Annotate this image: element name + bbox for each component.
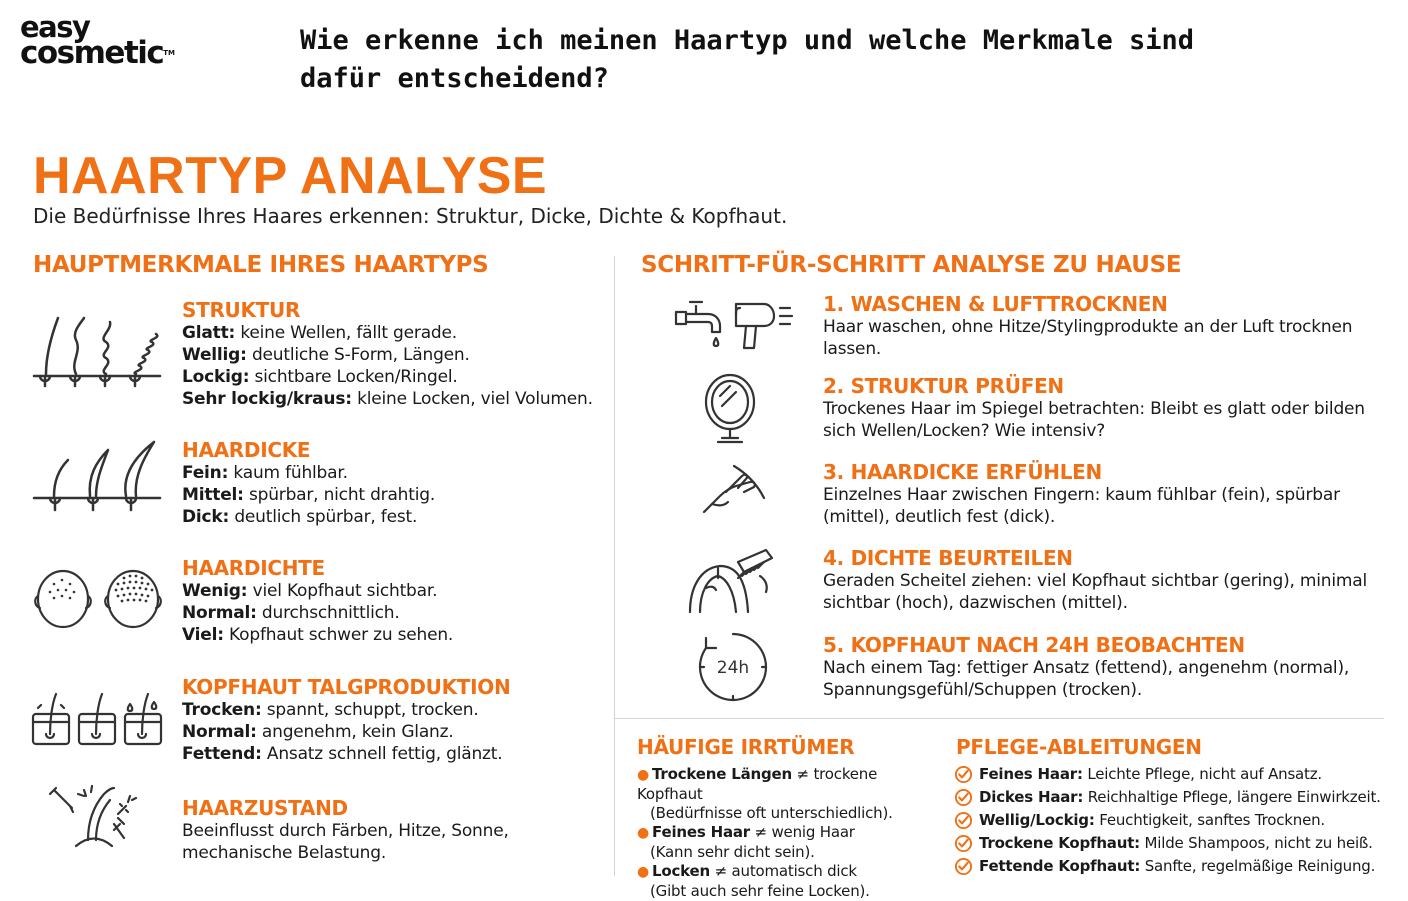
care-list	[954, 763, 1394, 878]
care-bold: Wellig/Lockig:	[979, 811, 1095, 829]
care-item	[954, 832, 1394, 855]
feature-haarzustand	[182, 796, 612, 864]
feature-line	[182, 344, 612, 366]
check-circle-icon	[954, 834, 973, 853]
feature-line-label: Lockig:	[182, 367, 250, 387]
step-title: 2. STRUKTUR PRÜFEN	[823, 374, 1064, 398]
feature-line-label: Wellig:	[182, 345, 247, 365]
logo-line-2	[20, 35, 180, 71]
check-circle-icon	[954, 857, 973, 876]
care-bold: Feines Haar:	[979, 765, 1083, 783]
page-title: HAARTYP ANALYSE	[33, 147, 548, 205]
feature-line-text: Ansatz schnell fettig, glänzt.	[261, 744, 503, 764]
step-2	[823, 374, 1383, 442]
feature-line	[182, 506, 612, 528]
care-item	[954, 763, 1394, 786]
step-1	[823, 292, 1383, 360]
feature-line	[182, 366, 612, 388]
myth-rest: ≠ automatisch dick	[710, 862, 857, 880]
step-text: Einzelnes Haar zwischen Fingern: kaum fühlbar (fein), spürbar (mittel), deutlich fest (dick).	[823, 485, 1340, 527]
feature-line	[182, 624, 612, 646]
care-rest: Milde Shampoos, nicht zu heiß.	[1139, 834, 1373, 852]
care-bold: Trockene Kopfhaut:	[979, 834, 1140, 852]
feature-line-label: Wenig:	[182, 581, 248, 601]
care-rest: Feuchtigkeit, sanftes Trocknen.	[1094, 811, 1325, 829]
myths-heading: HÄUFIGE IRRTÜMER	[637, 735, 855, 759]
care-text	[979, 786, 1381, 809]
feature-line-label: Normal:	[182, 603, 257, 623]
logo-trademark: TM	[163, 49, 176, 57]
myth-bold: Feines Haar	[652, 823, 750, 841]
feature-title: STRUKTUR	[182, 298, 301, 322]
tap-dryer-icon	[672, 294, 794, 356]
feature-title: HAARDICKE	[182, 438, 311, 462]
scalp-sebum-icon	[30, 692, 164, 752]
myth-bold: Trockene Längen	[652, 765, 792, 783]
step-4	[823, 546, 1383, 614]
logo-word: cosmetic	[20, 35, 164, 71]
myths-list	[637, 765, 947, 901]
feature-line-label: Fettend:	[182, 744, 262, 764]
care-item	[954, 855, 1394, 878]
care-text	[979, 832, 1373, 855]
hair-thickness-icon	[32, 440, 162, 520]
step-text: Trockenes Haar im Spiegel betrachten: Bleibt es glatt oder bilden sich Wellen/Locken? Wie intensiv?	[823, 399, 1365, 441]
feature-line-label: Viel:	[182, 625, 224, 645]
feature-line	[182, 602, 612, 624]
feature-line	[182, 699, 612, 721]
myth-rest: ≠ wenig Haar	[749, 823, 855, 841]
step-title: 1. WASCHEN & LUFTTROCKNEN	[823, 292, 1168, 316]
feature-line-text: sichtbare Locken/Ringel.	[249, 367, 458, 387]
myth-note: (Kann sehr dicht sein).	[650, 843, 815, 861]
logo-line-1: easy	[20, 10, 90, 44]
feature-line	[182, 484, 612, 506]
feature-line	[182, 322, 612, 344]
feature-line-label: Normal:	[182, 722, 257, 742]
bullet-dot-icon: ●	[637, 825, 650, 841]
feature-line-label: Sehr lockig/kraus:	[182, 389, 352, 409]
care-rest: Leichte Pflege, nicht auf Ansatz.	[1082, 765, 1322, 783]
step-text: Geraden Scheitel ziehen: viel Kopfhaut sichtbar (gering), minimal sichtbar (hoch), dazwischen (mittel).	[823, 571, 1367, 613]
step-3	[823, 460, 1383, 528]
feature-line-label: Trocken:	[182, 700, 262, 720]
myth-item	[637, 823, 947, 843]
care-bold: Fettende Kopfhaut:	[979, 857, 1141, 875]
feature-line	[182, 743, 612, 765]
bullet-dot-icon: ●	[637, 864, 650, 880]
feature-line-text: kleine Locken, viel Volumen.	[351, 389, 593, 409]
page-subtitle: Die Bedürfnisse Ihres Haares erkennen: Struktur, Dicke, Dichte & Kopfhaut.	[33, 204, 788, 228]
feature-kopfhaut	[182, 675, 612, 765]
feature-text: Beeinflusst durch Färben, Hitze, Sonne, mechanische Belastung.	[182, 821, 509, 863]
step-text: Haar waschen, ohne Hitze/Stylingprodukte an der Luft trocknen lassen.	[823, 317, 1353, 359]
feature-line-label: Fein:	[182, 463, 229, 483]
feature-line-text: keine Wellen, fällt gerade.	[235, 323, 457, 343]
care-text	[979, 809, 1325, 832]
bullet-dot-icon: ●	[637, 767, 650, 783]
column-divider	[614, 256, 615, 876]
right-section-heading: SCHRITT-FÜR-SCHRITT ANALYSE ZU HAUSE	[641, 252, 1182, 278]
left-section-heading: HAUPTMERKMALE IHRES HAARTYPS	[33, 252, 489, 278]
step-title: 4. DICHTE BEURTEILEN	[823, 546, 1073, 570]
feature-line-label: Mittel:	[182, 485, 244, 505]
hair-condition-icon	[48, 784, 144, 850]
feature-title: HAARDICHTE	[182, 556, 325, 580]
check-circle-icon	[954, 765, 973, 784]
care-heading: PFLEGE-ABLEITUNGEN	[956, 735, 1202, 759]
myth-note: (Gibt auch sehr feine Locken).	[650, 882, 870, 900]
feature-line-text: durchschnittlich.	[256, 603, 400, 623]
bottom-divider	[614, 718, 1384, 719]
myth-bold: Locken	[652, 862, 711, 880]
feature-struktur	[182, 298, 612, 410]
feature-line	[182, 721, 612, 743]
check-circle-icon	[954, 788, 973, 807]
care-item	[954, 809, 1394, 832]
care-item	[954, 786, 1394, 809]
step-title: 5. KOPFHAUT NACH 24H BEOBACHTEN	[823, 633, 1245, 657]
myth-item	[637, 765, 947, 804]
hair-structure-icon	[32, 314, 162, 394]
feature-line-text: kaum fühlbar.	[228, 463, 348, 483]
feature-line-text: Kopfhaut schwer zu sehen.	[223, 625, 454, 645]
feature-line-text: viel Kopfhaut sichtbar.	[247, 581, 438, 601]
care-rest: Reichhaltige Pflege, längere Einwirkzeit.	[1083, 788, 1381, 806]
clock-label: 24h	[716, 658, 750, 678]
care-text	[979, 855, 1375, 878]
feature-line-text: deutliche S-Form, Längen.	[246, 345, 470, 365]
check-circle-icon	[954, 811, 973, 830]
hair-density-icon	[32, 566, 162, 636]
comb-parting-icon	[686, 548, 780, 616]
feature-line-text: angenehm, kein Glanz.	[256, 722, 454, 742]
feature-line-label: Glatt:	[182, 323, 236, 343]
care-bold: Dickes Haar:	[979, 788, 1084, 806]
clock-24h-icon	[696, 630, 770, 704]
feature-line	[182, 462, 612, 484]
myth-note: (Bedürfnisse oft unterschiedlich).	[650, 804, 893, 822]
mirror-icon	[700, 372, 760, 448]
feature-haardichte	[182, 556, 612, 646]
feature-line	[182, 580, 612, 602]
brand-logo	[20, 10, 180, 74]
myth-rest: ≠ trockene Kopfhaut	[637, 765, 878, 803]
page-question: Wie erkenne ich meinen Haartyp und welche Merkmale sind dafür entscheidend?	[300, 25, 1195, 94]
feature-title: KOPFHAUT TALGPRODUKTION	[182, 675, 511, 699]
feature-title: HAARZUSTAND	[182, 796, 348, 820]
fingers-hair-icon	[700, 462, 768, 520]
feature-line-text: deutlich spürbar, fest.	[229, 507, 418, 527]
feature-line-text: spürbar, nicht drahtig.	[243, 485, 436, 505]
myth-item	[637, 862, 947, 882]
feature-line-label: Dick:	[182, 507, 230, 527]
step-title: 3. HAARDICKE ERFÜHLEN	[823, 460, 1102, 484]
care-rest: Sanfte, regelmäßige Reinigung.	[1140, 857, 1376, 875]
feature-line-text: spannt, schuppt, trocken.	[261, 700, 479, 720]
step-text: Nach einem Tag: fettiger Ansatz (fettend), angenehm (normal), Spannungsgefühl/Schuppen (trocken).	[823, 658, 1350, 700]
feature-haardicke	[182, 438, 612, 528]
care-text	[979, 763, 1322, 786]
feature-line	[182, 388, 612, 410]
step-5	[823, 633, 1383, 701]
